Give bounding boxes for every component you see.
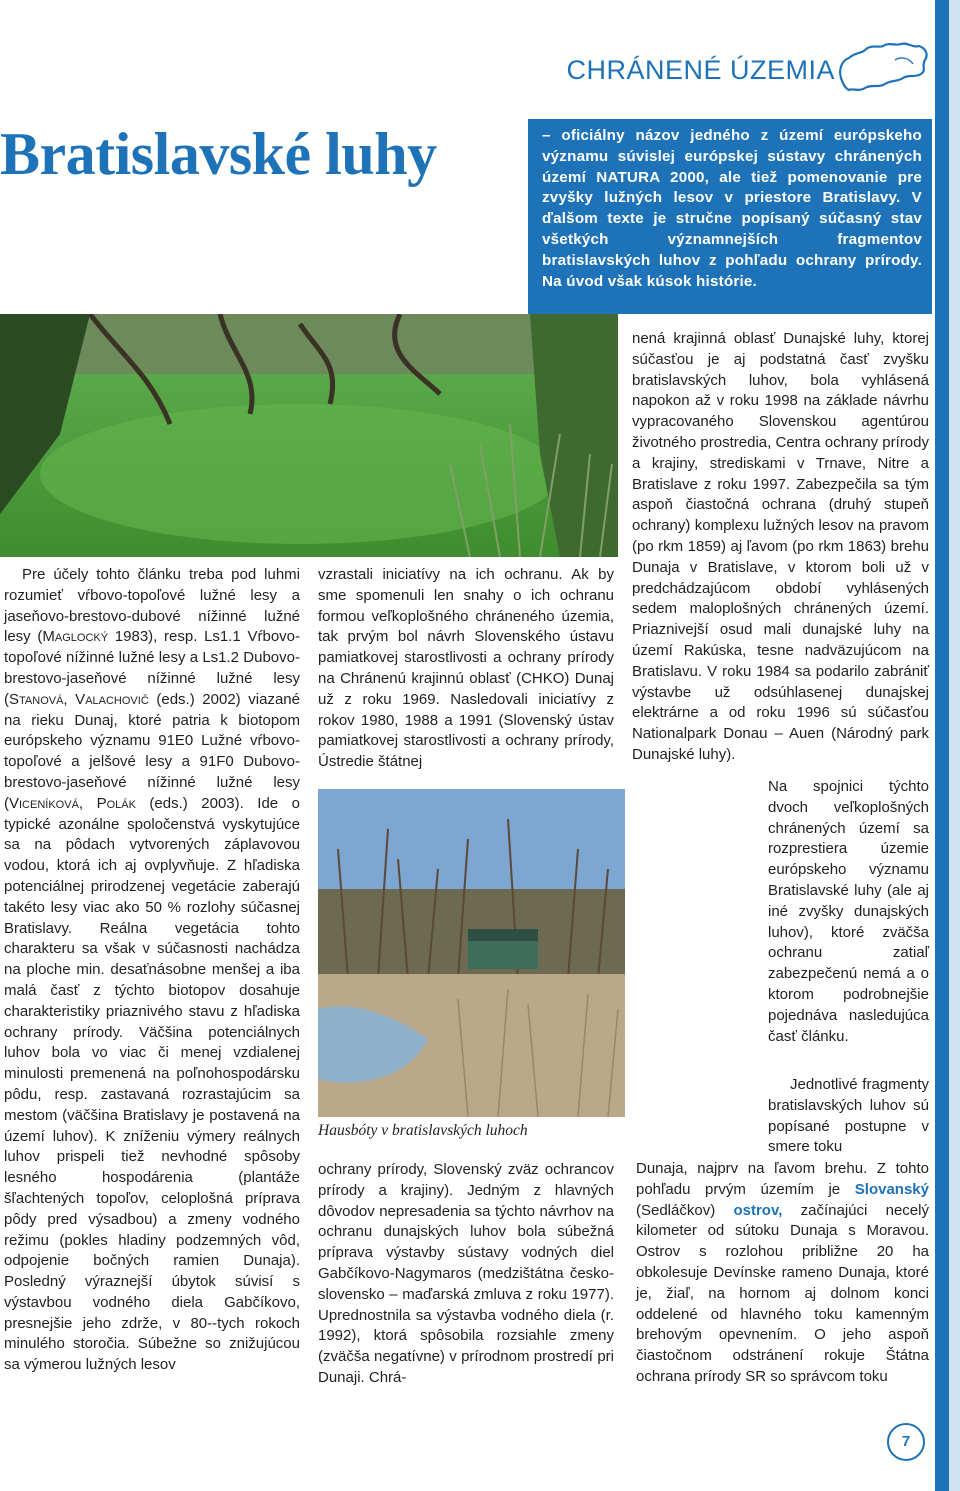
page-edge-bar-light	[949, 0, 960, 1491]
column-2-text-bottom: ochrany prírody, Slovenský zväz ochrancov prírody a krajiny). Jedným z hlavných dôvodov nepresadenia sa týchto návrhov na ochranu dunajských luhov bola súbežná príprava výstavby sústavy vodných diel Gabčíkovo-Nagymaros (medzištátna československo – maďarská zmluva z roku 1977). Uprednostnila sa výstavba vodného diela (r. 1992), ktorá spôsobila rozsiahle zmeny (zväčša negatívne) v prírodnom prostredí pri Dunaji. Chrá-	[318, 1161, 614, 1386]
slovakia-map-outline-icon	[835, 38, 931, 96]
photo-caption: Hausbóty v bratislavských luhoch	[318, 1122, 528, 1139]
col1-text-a: Pre účely tohto článku treba pod luhmi rozumieť vŕbovo-topoľové lužné lesy a jaseňovo-brestovo-dubové nížinné lužné lesy (	[4, 566, 300, 646]
col1-text-d: (eds.) 2003). Ide o typické azonálne spoločenstvá vyskytujúce sa na pôdach vytvorených záplavovou vodou, ktorá ich aj ovplyvňuje. Z hľadiska potenciálnej prirodzenej vegetácie zaberajú takéto lesy viac ako 50 % rozlohy súčasnej Bratislavy. Reálna vegetácia tohto charakteru sa však v súčasnosti nachádza na ploche min. desaťnásobne menšej a iba malá časť z týchto biotopov dosahuje charakteristiky priaznivého stavu z hľadiska ochrany prírody. Väčšina potenciálnych luhov bola vo viac či menej vzdialenej minulosti premenená na poľnohospodársku pôdu, resp. zastavaná rozrastajúcim sa mestom (väčšina Bratislavy je postavená na území luhov). K zníženiu výmery reálnych luhov prispeli tiež nevhodné spôsoby lesného hospodárenia (plantáže šľachtených topoľov, celoplošná príprava pôdy pred výsadbou) a zmeny vodného režimu (pokles hladiny podzemných vôd, odpojenie bočných ramien Dunaja). Posledný výraznejší úbytok súvisí s výstavbou vodného diela Gabčíkovo, presnejšie jeho zdrže, v 80--tych rokoch minulého storočia. Súbežne so znižujúcou sa výmerou lužných lesov	[4, 794, 300, 1374]
citation-maglocky: Maglocký	[42, 628, 109, 646]
col3d-text-b: (Sedláčkov)	[636, 1201, 734, 1219]
column-3-text-middle: Na spojnici týchto dvoch veľkoplošných chránených území sa rozprestiera územie európskeho významu Bratislavské luhy (ale aj iné zvyšky dunajských luhov), ktoré zväčša ochranu zatiaľ zabezpečenú nemá a o ktorom podrobnejšie pojednáva nasledujúca časť článku.	[768, 778, 929, 1045]
intro-box: – oficiálny názov jedného z území európskeho významu súvislej európskej sústavy chránených území NATURA 2000, ale tiež pomenovanie pre zvyšky lužných lesov v priestore Bratislavy. V ďalšom texte je stručne popísaný súčasný stav všetkých významnejších fragmentov bratislavských luhov z pohľadu ochrany prírody. Na úvod však kúsok histórie.	[528, 119, 932, 314]
citation-stanova: Stanová, Valachovič	[9, 690, 149, 708]
column-2-text-top: vzrastali iniciatívy na ich ochranu. Ak by sme spomenuli len snahy o ich ochranu formou veľkoplošného chráneného územia, tak prvým bol návrh Slovenského ústavu pamiatkovej starostlivosti a ochrany prírody na Chránenú krajinnú oblasť (CHKO) Dunaj už z roku 1969. Nasledovali iniciatívy z rokov 1980, 1988 a 1991 (Slovenský ústav pamiatkovej starostlivosti a ochrany prírody, Ústredie štátnej	[318, 566, 614, 771]
floodplain-swamp-photo	[0, 314, 618, 557]
citation-vicenikova: Viceníková, Polák	[9, 794, 136, 812]
page-number: 7	[887, 1423, 925, 1461]
highlight-ostrov: ostrov,	[733, 1201, 783, 1219]
col1-text-b: 1983), resp. Ls1.1 Vŕbovo-topoľové nížinné lužné lesy a Ls1.2 Dubovo-brestovo-jaseňové nížinné lužné lesy (	[4, 628, 301, 708]
houseboats-photo	[318, 789, 625, 1117]
page-edge-bar	[935, 0, 949, 1491]
section-title: CHRÁNENÉ ÚZEMIA	[566, 55, 835, 85]
column-3-text-paragraph-start: Jednotlivé fragmenty bratislavských luhov sú popísané postupne v smere toku	[768, 1076, 929, 1156]
col3d-text-c: začínajúci necelý kilometer od sútoku Dunaja s Moravou. Ostrov s rozlohou približne 20 ha obkolesuje Devínske rameno Dunaja, ktoré je, žiaľ, na hornom aj dolnom konci oddelené od hlavného toku kamenným brehovým opevnením. O jeho aspoň čiastočnom odstránení rokuje Štátna ochrana prírody SR so správcom toku	[636, 1201, 929, 1385]
column-3-text-bottom	[636, 1159, 929, 1388]
col3d-text-a: Dunaja, najprv na ľavom brehu. Z tohto pohľadu prvým územím je	[636, 1160, 929, 1198]
column-3-text-top: nená krajinná oblasť Dunajské luhy, ktorej súčasťou je aj podstatná časť zvyšku bratislavských luhov, bola vyhlásená napokon až v roku 1998 na základe návrhu vypracovaného Slovenskou agentúrou životného prostredia, Centra ochrany prírody a krajiny, strediskami v Trnave, Nitre a Bratislave z roku 1997. Zabezpečila sa tým aspoň čiastočná ochrana (druhý stupeň ochrany) komplexu lužných lesov na pravom (po rkm 1859) aj ľavom (po rkm 1863) brehu Dunaja v Bratislave, v ktorom boli už v predchádzajúcom období vyhlásených sedem maloplošných chránených území. Priaznivejší osud mali dunajské luhy na území Rakúska, tesne nadväzujúcom na Bratislavu. V roku 1984 sa podarilo zabrániť výstavbe už odsúhlasenej dunajskej elektrárne a od roku 1996 sú súčasťou Nationalpark Donau – Auen (Národný park Dunajské luhy).	[632, 330, 929, 763]
col1-text-c: (eds.) 2002) viazané na rieku Dunaj, ktoré patria k biotopom európskeho významu 91E0 Lužné vŕbovo-topoľové a jelšové lesy a 91F0 Dubovo-brestovo-jaseňové nížinné lužné lesy (	[4, 690, 300, 812]
article-title: Bratislavské luhy	[0, 121, 437, 187]
highlight-slovansky: Slovanský	[854, 1180, 929, 1198]
column-1-text	[4, 565, 300, 1376]
